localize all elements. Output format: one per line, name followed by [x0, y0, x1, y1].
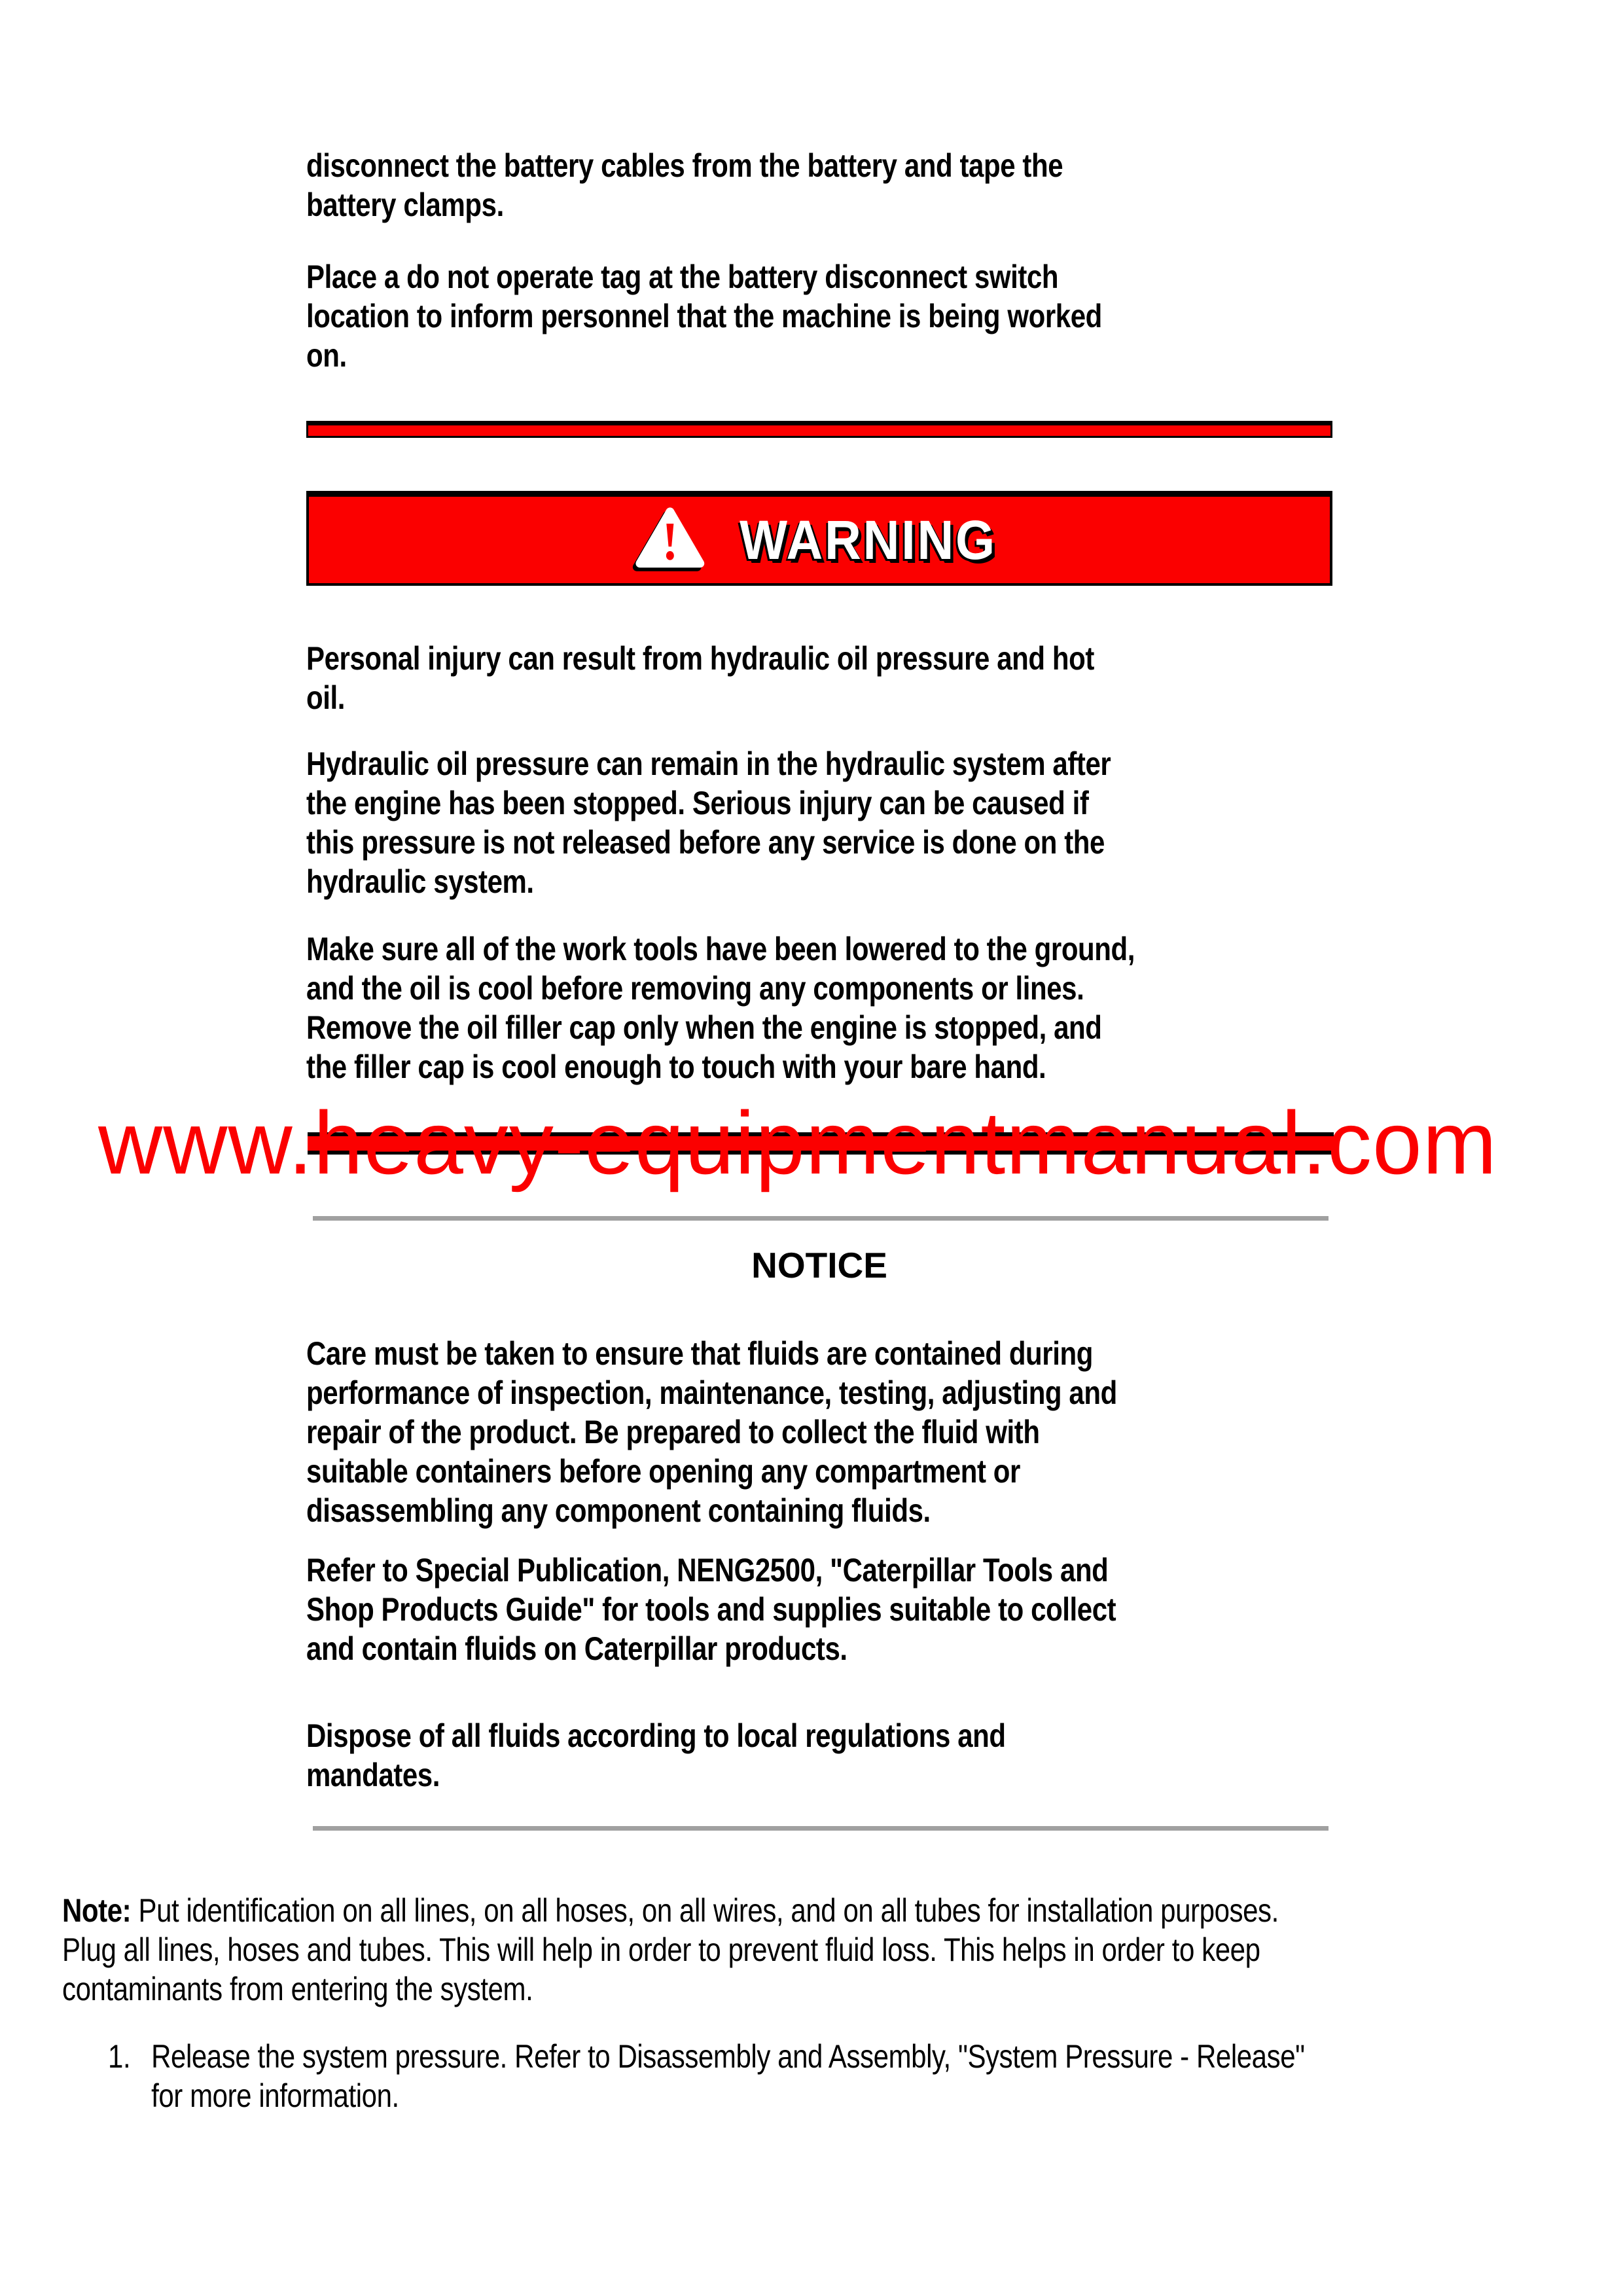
- warning-paragraph-2: Hydraulic oil pressure can remain in the hydraulic system after the engine has been stopped. Serious injury can be caused if this pressure is not released before any service is done on the hydraulic system.: [306, 745, 1111, 900]
- warning-triangle-icon: [632, 505, 706, 575]
- note-line: [62, 1891, 1279, 1930]
- note-paragraph: [62, 1891, 1279, 2009]
- warning-banner-title: WARNING: [739, 509, 997, 571]
- note-line: contaminants from entering the system.: [62, 1971, 533, 2007]
- step-number: 1.: [108, 2038, 131, 2075]
- intro-paragraph-1: disconnect the battery cables from the battery and tape the battery clamps.: [306, 147, 1063, 223]
- notice-title: NOTICE: [751, 1245, 887, 1285]
- notice-paragraph-1: Care must be taken to ensure that fluids are contained during performance of inspection, maintenance, testing, adjusting and repair of the product. Be prepared to collect the fluid with suitable containers before opening any compartment or disassembling any component containing fluids.: [306, 1335, 1117, 1529]
- note-label: Note:: [62, 1892, 132, 1929]
- warning-paragraph-1: Personal injury can result from hydraulic oil pressure and hot oil.: [306, 640, 1094, 716]
- notice-paragraph-3: Dispose of all fluids according to local regulations and mandates.: [306, 1717, 1006, 1793]
- warning-paragraph-3: Make sure all of the work tools have been lowered to the ground, and the oil is cool before removing any components or lines. Remove the oil filler cap only when the engine is stopped, and the filler cap is cool enough to touch with your bare hand.: [306, 931, 1135, 1085]
- notice-paragraph-2: Refer to Special Publication, NENG2500, "Caterpillar Tools and Shop Products Guide" for tools and supplies suitable to collect and contain fluids on Caterpillar products.: [306, 1552, 1116, 1667]
- warning-top-bar: [306, 421, 1332, 438]
- step-text: Release the system pressure. Refer to Disassembly and Assembly, "System Pressure - Release" for more information.: [151, 2038, 1305, 2114]
- intro-paragraph-2: Place a do not operate tag at the battery disconnect switch location to inform personnel that the machine is being worked on.: [306, 259, 1102, 374]
- note-line-text: Put identification on all lines, on all hoses, on all wires, and on all tubes for installation purposes.: [138, 1892, 1279, 1929]
- note-line: Plug all lines, hoses and tubes. This will help in order to prevent fluid loss. This helps in order to keep: [62, 1931, 1260, 1968]
- step-list: [108, 2037, 1305, 2115]
- notice-divider-top: [313, 1216, 1329, 1221]
- notice-divider-bottom: [313, 1826, 1329, 1831]
- watermark-text: www.heavy-equipmentmanual.com: [98, 1093, 1497, 1193]
- step-item-1: [108, 2037, 1305, 2115]
- warning-banner: [306, 491, 1332, 586]
